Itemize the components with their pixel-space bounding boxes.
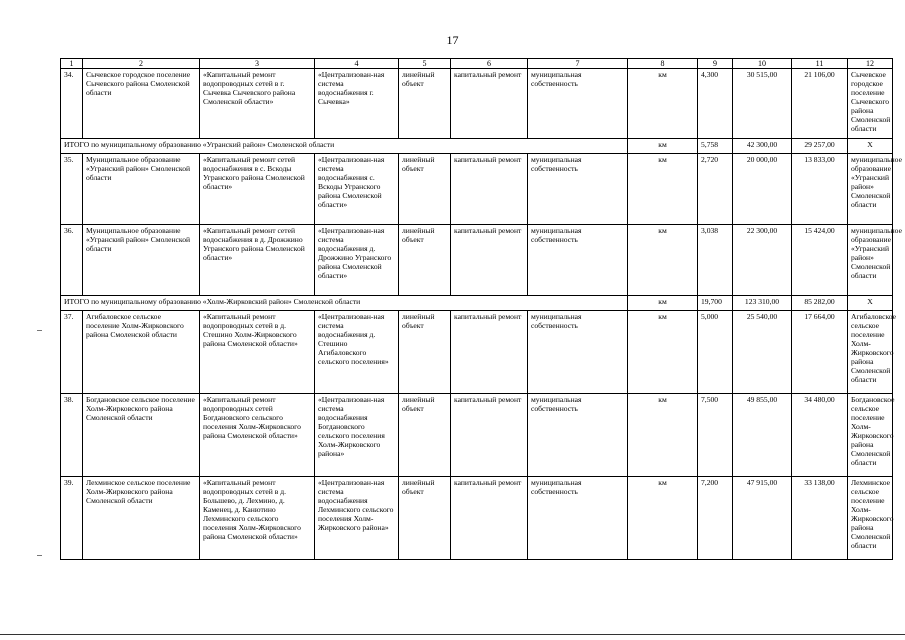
length-cell: 5,000 [698,311,733,394]
object-cell: «Централизован-ная система водоснабжения Богдановского сельского поселения Холм-Жирковского района» [315,394,399,477]
cost-cell: 20 000,00 [733,154,792,225]
cost-cell: 25 540,00 [733,311,792,394]
cost-cell: 42 300,00 [733,139,792,154]
row-number: 34. [61,69,83,139]
work-type-cell: капитальный ремонт [451,69,528,139]
page-number: 17 [446,33,459,47]
row-number: 37. [61,311,83,394]
unit-cell: км [628,394,698,477]
project-name-cell: «Капитальный ремонт сетей водоснабжения в д. Дрожжино Угранского района Смоленской области» [200,225,315,296]
object-type-cell: линейный объект [399,225,451,296]
ownership-cell: муниципальная собственность [528,394,628,477]
length-cell: 4,300 [698,69,733,139]
project-name-cell: «Капитальный ремонт водопроводных сетей Богдановского сельского поселения Холм-Жирковского района Смоленской области» [200,394,315,477]
subtotal-row [61,139,893,154]
length-cell: 5,758 [698,139,733,154]
cost-cell: 34 480,00 [792,394,848,477]
cost-cell: 21 106,00 [792,69,848,139]
unit-cell: км [628,311,698,394]
col-header: 7 [528,59,628,69]
unit-cell: км [628,477,698,560]
cost-cell: 15 424,00 [792,225,848,296]
recipient-cell: X [848,296,893,311]
table-row [61,69,893,139]
cost-cell: 47 915,00 [733,477,792,560]
length-cell: 7,500 [698,394,733,477]
length-cell: 2,720 [698,154,733,225]
object-cell: «Централизован-ная система водоснабжения с. Вскоды Угранского района Смоленской области» [315,154,399,225]
municipality-cell: Муниципальное образование «Угранский район» Смоленской области [83,225,200,296]
recipient-cell: Сычевское городское поселение Сычевского района Смоленской области [848,69,893,139]
ownership-cell: муниципальная собственность [528,477,628,560]
objects-table [60,58,902,560]
recipient-cell: муниципальное образование «Угранский район» Смоленской области [848,225,893,296]
cost-cell: 49 855,00 [733,394,792,477]
margin-mark [37,555,42,556]
subtotal-row [61,296,893,311]
ownership-cell: муниципальная собственность [528,154,628,225]
col-header: 9 [698,59,733,69]
work-type-cell: капитальный ремонт [451,394,528,477]
project-name-cell: «Капитальный ремонт сетей водоснабжения в с. Вскоды Угранского района Смоленской области» [200,154,315,225]
ownership-cell: муниципальная собственность [528,69,628,139]
object-cell: «Централизован-ная система водоснабжения д. Дрожжино Угранского района Смоленской области» [315,225,399,296]
unit-cell: км [628,154,698,225]
municipality-cell: Лехминское сельское поселение Холм-Жирковского района Смоленской области [83,477,200,560]
col-header: 11 [792,59,848,69]
col-header: 12 [848,59,893,69]
recipient-cell: муниципальное образование «Угранский район» Смоленской области [848,154,893,225]
cost-cell: 17 664,00 [792,311,848,394]
cost-cell: 123 310,00 [733,296,792,311]
table-row [61,311,893,394]
work-type-cell: капитальный ремонт [451,225,528,296]
cost-cell: 13 833,00 [792,154,848,225]
cost-cell: 33 138,00 [792,477,848,560]
object-type-cell: линейный объект [399,394,451,477]
col-header: 2 [83,59,200,69]
cost-cell: 29 257,00 [792,139,848,154]
col-header: 10 [733,59,792,69]
page-edge-line [0,634,905,635]
table-row [61,154,893,225]
object-type-cell: линейный объект [399,311,451,394]
ownership-cell: муниципальная собственность [528,225,628,296]
col-header: 1 [61,59,83,69]
recipient-cell: X [848,139,893,154]
col-header: 5 [399,59,451,69]
recipient-cell: Агибаловское сельское поселение Холм-Жирковского района Смоленской области [848,311,893,394]
municipality-cell: Агибаловское сельское поселение Холм-Жирковского района Смоленской области [83,311,200,394]
unit-cell: км [628,225,698,296]
unit-cell: км [628,69,698,139]
recipient-cell: Лехминское сельское поселение Холм-Жирковского района Смоленской области [848,477,893,560]
project-name-cell: «Капитальный ремонт водопроводных сетей в г. Сычевка Сычевского района Смоленской области» [200,69,315,139]
project-name-cell: «Капитальный ремонт водопроводных сетей в д. Стешино Холм-Жирковского района Смоленской области» [200,311,315,394]
col-header: 4 [315,59,399,69]
row-number: 38. [61,394,83,477]
row-number: 39. [61,477,83,560]
work-type-cell: капитальный ремонт [451,477,528,560]
length-cell: 7,200 [698,477,733,560]
recipient-cell: Богдановское сельское поселение Холм-Жирковского района Смоленской области [848,394,893,477]
cost-cell: 85 282,00 [792,296,848,311]
unit-cell: км [628,296,698,311]
table-row [61,394,893,477]
subtotal-label: ИТОГО по муниципальному образованию «Холм-Жирковский район» Смоленской области [61,296,628,311]
subtotal-label: ИТОГО по муниципальному образованию «Угранский район» Смоленской области [61,139,628,154]
length-cell: 19,700 [698,296,733,311]
row-number: 35. [61,154,83,225]
cost-cell: 30 515,00 [733,69,792,139]
unit-cell: км [628,139,698,154]
project-name-cell: «Капитальный ремонт водопроводных сетей в д. Большево, д. Лехмино, д. Каменец, д. Канютино Лехминского сельского поселения Холм-Жирковского района Смоленской области» [200,477,315,560]
municipality-cell: Богдановское сельское поселение Холм-Жирковского района Смоленской области [83,394,200,477]
object-cell: «Централизован-ная система водоснабжения Лехминского сельского поселения Холм-Жирковского района» [315,477,399,560]
col-header: 3 [200,59,315,69]
object-cell: «Централизован-ная система водоснабжения д. Стешино Агибаловского сельского поселения» [315,311,399,394]
object-type-cell: линейный объект [399,154,451,225]
work-type-cell: капитальный ремонт [451,311,528,394]
length-cell: 3,038 [698,225,733,296]
row-number: 36. [61,225,83,296]
work-type-cell: капитальный ремонт [451,154,528,225]
municipality-cell: Сычевское городское поселение Сычевского района Смоленской области [83,69,200,139]
cost-cell: 22 300,00 [733,225,792,296]
object-type-cell: линейный объект [399,477,451,560]
column-number-row [61,59,893,69]
municipality-cell: Муниципальное образование «Угранский район» Смоленской области [83,154,200,225]
object-type-cell: линейный объект [399,69,451,139]
margin-mark [37,330,42,331]
object-cell: «Централизован-ная система водоснабжения г. Сычевка» [315,69,399,139]
table-row [61,477,893,560]
table-row [61,225,893,296]
ownership-cell: муниципальная собственность [528,311,628,394]
col-header: 6 [451,59,528,69]
col-header: 8 [628,59,698,69]
